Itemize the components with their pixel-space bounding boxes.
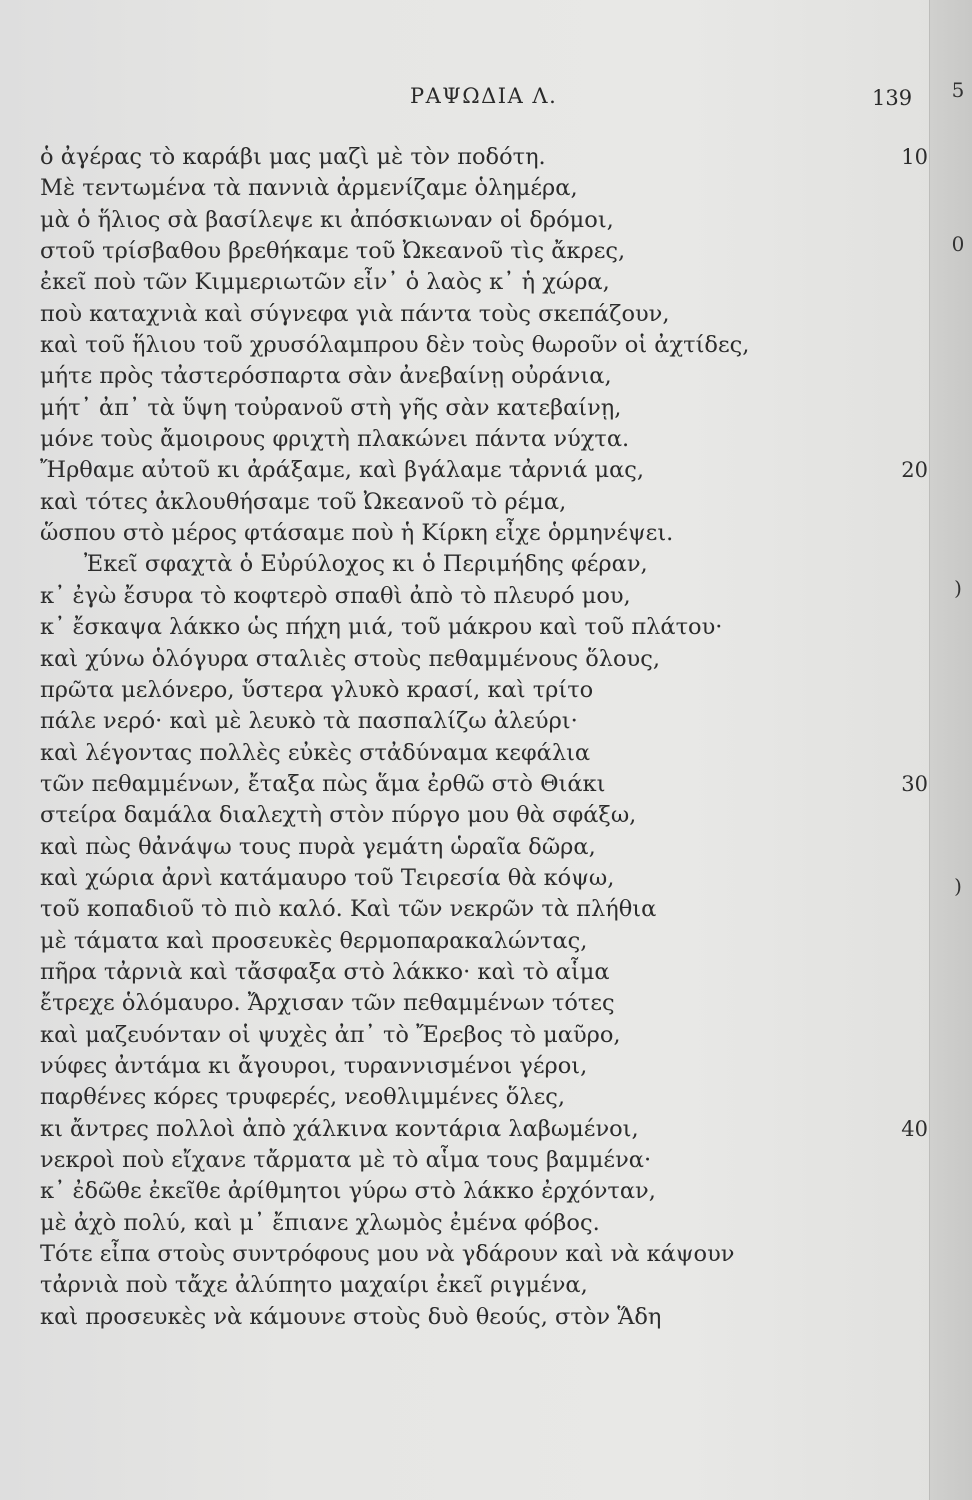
verse-text: κ᾽ ἔσκαψα λάκκο ὡς πήχη μιά, τοῦ μάκρου καὶ τοῦ πλάτου· <box>40 614 723 641</box>
running-head: ΡΑΨΩΔΙΑ Λ. <box>410 84 558 108</box>
verse-line <box>40 894 920 925</box>
verse-line <box>40 1051 920 1082</box>
verse-text: μὲ τάματα καὶ προσευκὲς θερμοπαρακαλώντας, <box>40 927 588 954</box>
verse-text: Μὲ τεντωμένα τὰ παννιὰ ἀρμενίζαμε ὁλημέρα, <box>40 175 578 202</box>
edge-mark: 0 <box>951 232 965 256</box>
verse-line <box>40 173 920 204</box>
verse-line <box>40 706 920 737</box>
verse-text: μὰ ὁ ἥλιος σὰ βασίλεψε κι ἀπόσκιωναν οἱ δρόμοι, <box>40 206 614 233</box>
verse-text: καὶ χώρια ἀρνὶ κατάμαυρο τοῦ Τειρεσία θὰ κόψω, <box>40 864 615 891</box>
verse-text: μόνε τοὺς ἄμοιρους φριχτὴ πλακώνει πάντα νύχτα. <box>40 426 630 453</box>
verse-line <box>40 612 920 643</box>
verse-text: ὥσπου στὸ μέρος φτάσαμε ποὺ ἡ Κίρκη εἶχε ὁρμηνέψει. <box>40 520 674 547</box>
verse-line <box>40 957 920 988</box>
verse-line <box>40 926 920 957</box>
verse-line <box>40 863 920 894</box>
verse-text: τοῦ κοπαδιοῦ τὸ πιὸ καλό. Καὶ τῶν νεκρῶν τὰ πλήθια <box>40 896 657 923</box>
verse-line <box>40 1176 920 1207</box>
verse-line <box>40 800 920 831</box>
verse-line <box>40 299 920 330</box>
verse-line <box>40 205 920 236</box>
verse-line <box>40 267 920 298</box>
verse-text: ἐκεῖ ποὺ τῶν Κιμμεριωτῶν εἶν᾽ ὁ λαὸς κ᾽ ἡ χώρα, <box>40 269 610 296</box>
poem-text <box>40 142 928 1333</box>
verse-text: καὶ μαζευόνταν οἱ ψυχὲς ἀπ᾽ τὸ Ἔρεβος τὸ μαῦρο, <box>40 1021 621 1048</box>
verse-text: τῶν πεθαμμένων, ἔταξα πὼς ἅμα ἐρθῶ στὸ Θιάκι <box>40 770 606 797</box>
verse-text: καὶ τότες ἀκλουθήσαμε τοῦ Ὠκεανοῦ τὸ ρέμα, <box>40 488 567 515</box>
verse-text: καὶ πὼς θἀνάψω τους πυρὰ γεμάτη ὡραῖα δῶρα, <box>40 833 596 860</box>
verse-text: Ἤρθαμε αὐτοῦ κι ἀράξαμε, καὶ βγάλαμε τἀρνιά μας, <box>40 457 645 484</box>
verse-text: καὶ προσευκὲς νὰ κάμουνε στοὺς δυὸ θεούς, στὸν Ἅδη <box>40 1303 662 1330</box>
verse-line <box>40 1020 920 1051</box>
verse-text: καὶ λέγοντας πολλὲς εὐκὲς στἀδύναμα κεφάλια <box>40 739 591 766</box>
verse-line <box>40 1302 920 1333</box>
verse-text: πάλε νερό· καὶ μὲ λευκὸ τὰ πασπαλίζω ἀλεύρι· <box>40 708 578 735</box>
line-number: 10 <box>901 145 928 169</box>
verse-line <box>40 1145 920 1176</box>
verse-text: Ἐκεῖ σφαχτὰ ὁ Εὐρύλοχος κι ὁ Περιμήδης φέραν, <box>84 551 648 578</box>
verse-text: μὲ ἀχὸ πολύ, καὶ μ᾽ ἔπιανε χλωμὸς ἐμένα φόβος. <box>40 1209 600 1236</box>
verse-line <box>40 393 920 424</box>
verse-line <box>40 644 920 675</box>
verse-line <box>40 1114 928 1145</box>
verse-text: μήτ᾽ ἀπ᾽ τὰ ὕψη τοὐρανοῦ στὴ γῆς σὰν κατεβαίνῃ, <box>40 394 622 421</box>
edge-mark: ) <box>954 576 962 600</box>
verse-text: ἔτρεχε ὁλόμαυρο. Ἄρχισαν τῶν πεθαμμένων τότες <box>40 990 615 1017</box>
verse-line <box>40 988 920 1019</box>
verse-text: ὁ ἀγέρας τὸ καράβι μας μαζὶ μὲ τὸν ποδότη. <box>40 144 546 170</box>
verse-text: κι ἄντρες πολλοὶ ἀπὸ χάλκινα κοντάρια λαβωμένοι, <box>40 1115 639 1142</box>
verse-text: Τότε εἶπα στοὺς συντρόφους μου νὰ γδάρουν καὶ νὰ κάψουν <box>40 1241 735 1268</box>
verse-text: πῆρα τἀρνιὰ καὶ τἄσφαξα στὸ λάκκο· καὶ τὸ αἷμα <box>40 958 610 985</box>
edge-mark: 5 <box>951 78 965 102</box>
edge-mark: ) <box>954 874 962 898</box>
verse-text: τἀρνιὰ ποὺ τἄχε ἀλύπητο μαχαίρι ἐκεῖ ριγμένα, <box>40 1272 588 1299</box>
verse-line <box>40 581 920 612</box>
verse-text: πρῶτα μελόνερο, ὕστερα γλυκὸ κρασί, καὶ τρίτο <box>40 676 594 703</box>
verse-line <box>40 424 920 455</box>
verse-line <box>40 832 920 863</box>
verse-line <box>40 1239 920 1270</box>
verse-text: νεκροὶ ποὺ εἴχανε τἄρματα μὲ τὸ αἷμα τους βαμμένα· <box>40 1147 652 1173</box>
verse-line <box>40 330 920 361</box>
page-number: 139 <box>872 86 913 110</box>
verse-text: κ᾽ ἐδῶθε ἐκεῖθε ἀρίθμητοι γύρω στὸ λάκκο ἐρχόνταν, <box>40 1178 656 1205</box>
verse-line <box>40 1270 920 1301</box>
verse-line <box>40 236 920 267</box>
verse-text: καὶ χύνω ὁλόγυρα σταλιὲς στοὺς πεθαμμένους ὅλους, <box>40 645 660 672</box>
verse-line <box>40 769 928 800</box>
verse-line <box>40 487 920 518</box>
verse-line <box>40 1082 920 1113</box>
verse-text: καὶ τοῦ ἥλιου τοῦ χρυσόλαμπρου δὲν τοὺς θωροῦν οἱ ἀχτίδες, <box>40 332 750 359</box>
verse-line <box>40 518 920 549</box>
verse-line <box>40 361 920 392</box>
verse-line <box>40 1208 920 1239</box>
verse-text: στείρα δαμάλα διαλεχτὴ στὸν πύργο μου θὰ σφάξω, <box>40 802 637 829</box>
adjacent-page-edge <box>929 0 972 1500</box>
verse-text: ποὺ καταχνιὰ καὶ σύγνεφα γιὰ πάντα τοὺς σκεπάζουν, <box>40 300 670 327</box>
verse-text: στοῦ τρίσβαθου βρεθήκαμε τοῦ Ὠκεανοῦ τὶς ἄκρες, <box>40 238 626 265</box>
verse-text: μήτε πρὸς τἀστερόσπαρτα σὰν ἀνεβαίνῃ οὐράνια, <box>40 363 612 390</box>
line-number: 20 <box>901 458 928 483</box>
line-number: 40 <box>901 1116 928 1141</box>
verse-text: παρθένες κόρες τρυφερές, νεοθλιμμένες ὅλες, <box>40 1084 566 1111</box>
verse-line <box>40 738 920 769</box>
verse-line <box>40 142 928 173</box>
line-number: 30 <box>901 771 928 796</box>
verse-text: νύφες ἀντάμα κι ἄγουροι, τυραννισμένοι γέροι, <box>40 1052 588 1079</box>
verse-line <box>40 455 928 486</box>
verse-text: κ᾽ ἐγὼ ἔσυρα τὸ κοφτερὸ σπαθὶ ἀπὸ τὸ πλευρό μου, <box>40 582 631 609</box>
verse-line <box>40 675 920 706</box>
verse-line <box>40 549 920 580</box>
